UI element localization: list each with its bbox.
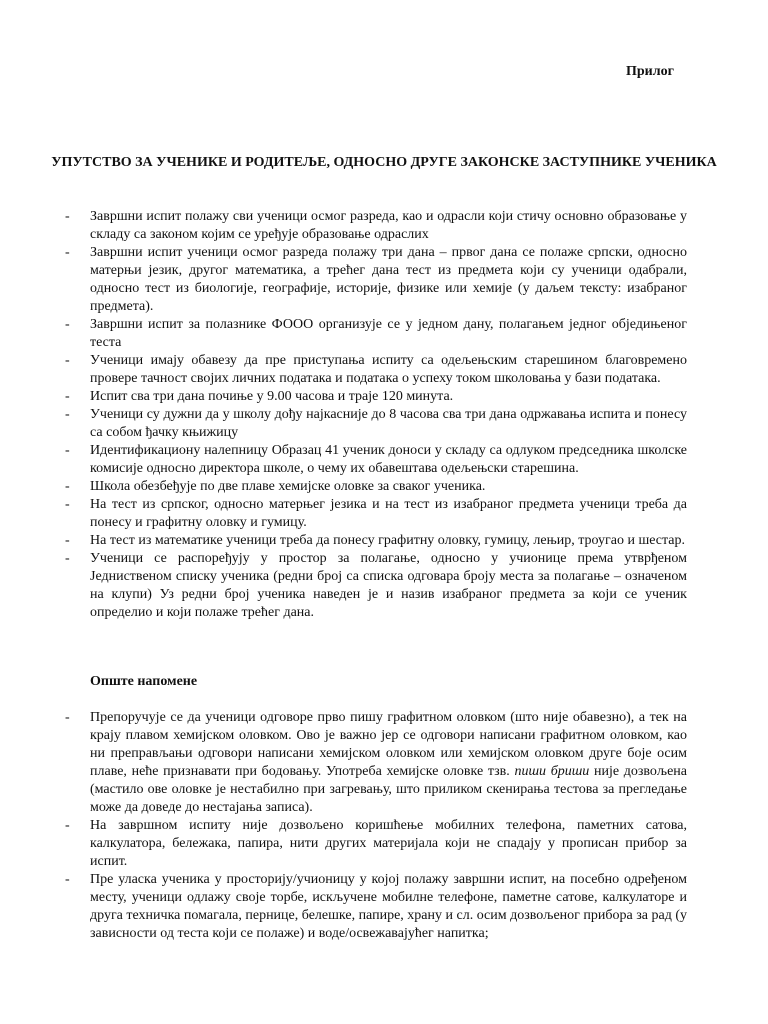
list-item-text: На тест из српског, односно матерњег језика и на тест из изабраног предмета ученици треба да понесу и графитну оловку и гумицу.: [90, 497, 687, 530]
note-text-end: није дозвољена (мастило ове оловке је нестабилно при загревању, што приликом скенирања тестова за прегледање може да доведе до нестајања записа).: [90, 764, 687, 815]
list-item: [0, 496, 768, 532]
list-item-text: На тест из математике ученици треба да понесу графитну оловку, гумицу, лењир, троугао и шестар.: [90, 533, 685, 548]
general-notes-list: [0, 709, 768, 943]
bullet-dash: -: [65, 245, 70, 260]
list-item-text: Испит сва три дана почиње у 9.00 часова и траје 120 минута.: [90, 389, 454, 404]
bullet-dash: -: [65, 533, 70, 548]
list-item-text: Ученици имају обавезу да пре приступања испиту са одељењским старешином благовремено провере тачност својих личних података и података о успеху током школовања у бази података.: [90, 353, 687, 386]
instructions-list: [0, 208, 768, 622]
document-title: УПУТСТВО ЗА УЧЕНИКЕ И РОДИТЕЉЕ, ОДНОСНО ДРУГЕ ЗАКОНСКЕ ЗАСТУПНИКЕ УЧЕНИКА: [51, 155, 717, 170]
bullet-dash: -: [65, 479, 70, 494]
list-item-text: Идентификациону налепницу Образац 41 ученик доноси у складу са одлуком председника школске комисије односно директора школе, о чему их обавештава одељењски старешина.: [90, 443, 687, 476]
list-item: [0, 817, 768, 871]
bullet-dash: -: [65, 353, 70, 368]
list-item: [0, 550, 768, 622]
list-item-text: Школа обезбеђује по две плаве хемијске оловке за сваког ученика.: [90, 479, 486, 494]
list-item: [0, 709, 768, 817]
list-item: [0, 208, 768, 244]
bullet-dash: -: [65, 443, 70, 458]
bullet-dash: -: [65, 872, 70, 887]
note-text-start: Препоручује се да ученици одговоре прво пишу графитном оловком (што није обавезно), а тек на крају плавом хемијском оловком. Ово је важно јер се одговори написани графитном оловком, као ни преправљањи одговори написани хемијском оловком или хемијском оловком друге боје осим плаве, неће признавати при бодовању. Употреба хемијске оловке тзв.: [90, 710, 687, 779]
bullet-dash: -: [65, 710, 70, 725]
list-item: [0, 442, 768, 478]
list-item: [0, 532, 768, 550]
list-item: [0, 244, 768, 316]
list-item: [0, 352, 768, 388]
attachment-label: Прилог: [626, 64, 674, 79]
list-item-text: Завршни испит за полазнике ФООО организује се у једном дану, полагањем једног обједињеног теста: [90, 317, 687, 350]
note-text-italic: пиши бриши: [514, 764, 590, 779]
list-item-text: Завршни испит ученици осмог разреда полажу три дана – првог дана се полаже српски, односно матерњи језик, другог математика, а трећег дана тест из предмета који су ученици одабрали, односно тест из биологије, географије, историје, физике или хемије (у даљем тексту: изабраног предмета).: [90, 245, 687, 314]
bullet-dash: -: [65, 407, 70, 422]
general-notes-heading: Опште напомене: [90, 674, 198, 689]
bullet-dash: -: [65, 818, 70, 833]
list-item-text: Завршни испит полажу сви ученици осмог разреда, као и одрасли који стичу основно образовање у складу са законом којим се уређује образовање одраслих: [90, 209, 687, 242]
list-item-text: Ученици су дужни да у школу дођу најкасније до 8 часова сва три дана одржавања испита и понесу са собом ђачку књижицу: [90, 407, 687, 440]
list-item: [0, 388, 768, 406]
list-item: [0, 871, 768, 943]
bullet-dash: -: [65, 317, 70, 332]
list-item: [0, 316, 768, 352]
list-item-text: На завршном испиту није дозвољено коришћење мобилних телефона, паметних сатова, калкулатора, бележака, папира, нити других материјала који не спадају у прописан прибор за испит.: [90, 818, 687, 869]
bullet-dash: -: [65, 389, 70, 404]
list-item-text: Ученици се распоређују у простор за полагање, односно у учионице према утврђеном Једниственом списку ученика (редни број са списка одговара броју места за полагање – означеном на клупи) Уз редни број ученика наведен је и назив изабраног предмета за који се ученик определио и који полаже трећег дана.: [90, 551, 687, 620]
bullet-dash: -: [65, 551, 70, 566]
bullet-dash: -: [65, 497, 70, 512]
bullet-dash: -: [65, 209, 70, 224]
list-item: [0, 478, 768, 496]
list-item: [0, 406, 768, 442]
list-item-text: Пре уласка ученика у просторију/учионицу у којој полажу завршни испит, на посебно одређеном месту, ученици одлажу своје торбе, искључене мобилне телефоне, паметне сатове, калкулаторе и друга техничка помагала, пернице, белешке, папире, храну и сл. осим дозвољеног прибора за рад (у зависности од теста који се полаже) и воде/освежавајућег напитка;: [90, 872, 687, 941]
